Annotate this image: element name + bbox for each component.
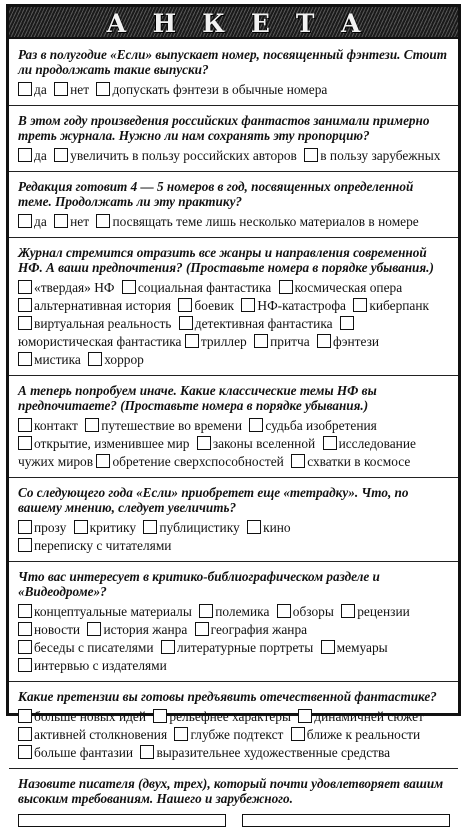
option-label: активней столкновения: [34, 727, 168, 742]
checkbox[interactable]: [18, 709, 32, 723]
option[interactable]: [18, 298, 171, 313]
checkbox[interactable]: [140, 745, 154, 759]
checkbox[interactable]: [323, 436, 337, 450]
checkbox[interactable]: [298, 709, 312, 723]
checkbox[interactable]: [279, 280, 293, 294]
option-label: схватки в космосе: [307, 454, 411, 469]
option-label: ближе к реальности: [306, 727, 421, 742]
option[interactable]: [249, 418, 376, 433]
option-label: динамичней сюжет: [314, 709, 424, 724]
option-label: выразительнее художественные средства: [156, 745, 391, 760]
option-label: триллер: [200, 334, 247, 349]
option[interactable]: [88, 352, 144, 367]
divider: [9, 105, 458, 106]
option-label: киберпанк: [369, 298, 430, 313]
option-label: нет: [70, 82, 90, 97]
option[interactable]: [321, 640, 388, 655]
checkbox[interactable]: [18, 280, 32, 294]
checkbox[interactable]: [161, 640, 175, 654]
option[interactable]: [18, 316, 171, 331]
question-block-6: [18, 485, 450, 555]
option-label: мистика: [34, 352, 81, 367]
checkbox[interactable]: [291, 454, 305, 468]
option-label: беседы с писателями: [34, 640, 154, 655]
question-block-1: [18, 47, 450, 99]
option-label: полемика: [215, 604, 270, 619]
question-block-7: [18, 569, 450, 675]
option-label: больше новых идей: [34, 709, 147, 724]
option[interactable]: [96, 454, 283, 469]
checkbox[interactable]: [199, 604, 213, 618]
option[interactable]: [291, 727, 420, 742]
option-label: нет: [70, 214, 90, 229]
checkbox[interactable]: [18, 418, 32, 432]
question-text: Со следующего года «Если» приобретет еще «тетрадку». Что, по вашему мнению, следует увеличить?: [18, 485, 409, 515]
option-label: законы вселенной: [212, 436, 316, 451]
option[interactable]: [317, 334, 379, 349]
divider: [9, 477, 458, 478]
option-label: судьба изобретения: [265, 418, 377, 433]
option[interactable]: [74, 520, 136, 535]
question-text: Редакция готовит 4 — 5 номеров в год, посвященных определенной теме. Продолжать ли эту практику?: [18, 179, 414, 209]
checkbox[interactable]: [18, 436, 32, 450]
option-label: контакт: [34, 418, 78, 433]
option-label: альтернативная история: [34, 298, 172, 313]
option[interactable]: [18, 658, 167, 673]
checkbox[interactable]: [174, 727, 188, 741]
option[interactable]: [18, 352, 81, 367]
checkbox[interactable]: [18, 622, 32, 636]
option-label: прозу: [34, 520, 67, 535]
checkbox[interactable]: [85, 418, 99, 432]
options: [18, 708, 450, 762]
checkbox[interactable]: [18, 640, 32, 654]
checkbox[interactable]: [18, 82, 32, 96]
option-label: рельефнее характеры: [169, 709, 291, 724]
checkbox[interactable]: [143, 520, 157, 534]
checkbox[interactable]: [96, 82, 110, 96]
option[interactable]: [18, 745, 133, 760]
option-label: космическая опера: [294, 280, 403, 295]
divider: [9, 561, 458, 562]
option[interactable]: [197, 436, 315, 451]
option-label: фэнтези: [333, 334, 380, 349]
option[interactable]: [254, 334, 310, 349]
options: [18, 519, 450, 555]
option[interactable]: [18, 418, 78, 433]
checkbox[interactable]: [122, 280, 136, 294]
checkbox[interactable]: [54, 214, 68, 228]
answer-field-domestic[interactable]: [18, 814, 226, 827]
checkbox[interactable]: [96, 454, 110, 468]
option[interactable]: [199, 604, 269, 619]
checkbox[interactable]: [317, 334, 331, 348]
checkbox[interactable]: [88, 352, 102, 366]
checkbox[interactable]: [74, 520, 88, 534]
options: [18, 417, 450, 471]
question-text: А теперь попробуем иначе. Какие классические темы НФ вы предпочитаете? (Проставьте номера в порядке убывания.): [18, 383, 377, 413]
option[interactable]: [18, 436, 189, 451]
checkbox[interactable]: [304, 148, 318, 162]
options: [18, 279, 450, 369]
option[interactable]: [143, 520, 239, 535]
option[interactable]: [178, 298, 234, 313]
option-label: новости: [34, 622, 81, 637]
option-label: «твердая» НФ: [34, 280, 115, 295]
options: [18, 147, 450, 165]
checkbox[interactable]: [254, 334, 268, 348]
option-label: кино: [263, 520, 291, 535]
checkbox[interactable]: [340, 316, 354, 330]
option[interactable]: [18, 520, 66, 535]
option-label: допускать фэнтези в обычные номера: [112, 82, 328, 97]
option-label: глубже подтекст: [190, 727, 284, 742]
option-label: рецензии: [357, 604, 410, 619]
option-label: география жанра: [210, 622, 308, 637]
question-block-5: [18, 383, 450, 471]
option-label: юмористическая фантастика: [18, 334, 182, 349]
checkbox[interactable]: [18, 520, 32, 534]
checkbox[interactable]: [18, 148, 32, 162]
question-text: В этом году произведения российских фантастов занимали примерно треть журнала. Нужно ли нам сохранять эту пропорцию?: [18, 113, 430, 143]
option[interactable]: [54, 214, 89, 229]
option[interactable]: [18, 640, 154, 655]
checkbox[interactable]: [18, 727, 32, 741]
option[interactable]: [96, 214, 418, 229]
checkbox[interactable]: [54, 148, 68, 162]
question-text: Журнал стремится отразить все жанры и направления современной НФ. А ваши предпочтения? (Проставьте номера в порядке убывания.): [18, 245, 434, 275]
question-text: Раз в полугодие «Если» выпускает номер, посвященный фэнтези. Стоит ли продолжать такие выпуски?: [18, 47, 448, 77]
questionnaire-content: [9, 39, 458, 827]
option-label: посвящать теме лишь несколько материалов в номере: [112, 214, 419, 229]
checkbox[interactable]: [241, 298, 255, 312]
option-label: виртуальная реальность: [34, 316, 172, 331]
checkbox[interactable]: [197, 436, 211, 450]
option[interactable]: [353, 298, 429, 313]
option-label: детективная фантастика: [194, 316, 333, 331]
option[interactable]: [298, 709, 424, 724]
option-label: путешествие во времени: [101, 418, 242, 433]
divider: [9, 375, 458, 376]
checkbox[interactable]: [153, 709, 167, 723]
checkbox[interactable]: [18, 316, 32, 330]
checkbox[interactable]: [18, 538, 32, 552]
option[interactable]: [140, 745, 390, 760]
option[interactable]: [18, 622, 80, 637]
checkbox[interactable]: [291, 727, 305, 741]
option[interactable]: [18, 148, 47, 163]
banner-title: АНКЕТА: [106, 9, 387, 38]
divider: [9, 237, 458, 238]
divider: [9, 681, 458, 682]
checkbox[interactable]: [247, 520, 261, 534]
option-label: да: [34, 82, 47, 97]
option[interactable]: [54, 82, 89, 97]
checkbox[interactable]: [18, 298, 32, 312]
checkbox[interactable]: [178, 298, 192, 312]
option-label: увеличить в пользу российских авторов: [70, 148, 297, 163]
option[interactable]: [18, 538, 171, 553]
question-text: Назовите писателя (двух, трех), который почти удовлетворяет вашим высоким требованиям. Нашего и зарубежного.: [18, 776, 444, 806]
option-label: исследование чужих миров: [18, 436, 416, 469]
option-label: больше фантазии: [34, 745, 134, 760]
option-label: открытие, изменившее мир: [34, 436, 190, 451]
option[interactable]: [179, 316, 333, 331]
question-text: Что вас интересует в критико-библиографическом разделе и «Видеодроме»?: [18, 569, 380, 599]
option-label: боевик: [194, 298, 235, 313]
option[interactable]: [18, 82, 47, 97]
option[interactable]: [341, 604, 410, 619]
checkbox[interactable]: [341, 604, 355, 618]
questionnaire-sheet: [6, 4, 461, 806]
options: [18, 603, 450, 675]
option[interactable]: [277, 604, 334, 619]
answer-fields: [18, 814, 450, 827]
option[interactable]: [87, 622, 187, 637]
question-block-4: [18, 245, 450, 369]
option[interactable]: [18, 709, 146, 724]
option-label: литературные портреты: [176, 640, 314, 655]
option-label: концептуальные материалы: [34, 604, 192, 619]
option[interactable]: [304, 148, 440, 163]
checkbox[interactable]: [54, 82, 68, 96]
option-label: да: [34, 148, 47, 163]
options: [18, 213, 450, 231]
option-label: обретение сверхспособностей: [112, 454, 284, 469]
option[interactable]: [247, 520, 291, 535]
option-label: НФ-катастрофа: [257, 298, 346, 313]
banner: [9, 7, 458, 39]
checkbox[interactable]: [195, 622, 209, 636]
option[interactable]: [85, 418, 242, 433]
option[interactable]: [241, 298, 346, 313]
checkbox[interactable]: [18, 658, 32, 672]
option[interactable]: [161, 640, 313, 655]
checkbox[interactable]: [18, 604, 32, 618]
checkbox[interactable]: [87, 622, 101, 636]
option[interactable]: [174, 727, 283, 742]
checkbox[interactable]: [179, 316, 193, 330]
question-block-3: [18, 179, 450, 231]
option-label: интервью с издателями: [34, 658, 167, 673]
option[interactable]: [185, 334, 247, 349]
option-label: в пользу зарубежных: [320, 148, 441, 163]
option[interactable]: [18, 727, 167, 742]
option[interactable]: [54, 148, 297, 163]
checkbox[interactable]: [96, 214, 110, 228]
option-label: обзоры: [292, 604, 334, 619]
option-label: критику: [89, 520, 137, 535]
option[interactable]: [18, 604, 192, 619]
option-label: да: [34, 214, 47, 229]
option[interactable]: [122, 280, 271, 295]
option[interactable]: [153, 709, 291, 724]
option-label: социальная фантастика: [137, 280, 272, 295]
checkbox[interactable]: [18, 745, 32, 759]
option[interactable]: [279, 280, 403, 295]
checkbox[interactable]: [18, 352, 32, 366]
option[interactable]: [18, 214, 47, 229]
checkbox[interactable]: [185, 334, 199, 348]
option[interactable]: [18, 280, 114, 295]
option-label: переписку с читателями: [34, 538, 172, 553]
question-block-9: [18, 776, 450, 827]
options: [18, 81, 450, 99]
option-label: притча: [270, 334, 310, 349]
option[interactable]: [291, 454, 410, 469]
question-block-2: [18, 113, 450, 165]
option-label: хоррор: [104, 352, 144, 367]
option-label: история жанра: [103, 622, 188, 637]
checkbox[interactable]: [353, 298, 367, 312]
checkbox[interactable]: [321, 640, 335, 654]
option-label: публицистику: [159, 520, 240, 535]
divider: [9, 768, 458, 769]
question-text: Какие претензии вы готовы предъявить отечественной фантастике?: [18, 689, 437, 704]
checkbox[interactable]: [18, 214, 32, 228]
divider: [9, 171, 458, 172]
checkbox[interactable]: [249, 418, 263, 432]
option[interactable]: [96, 82, 327, 97]
checkbox[interactable]: [277, 604, 291, 618]
option-label: мемуары: [336, 640, 388, 655]
question-block-8: [18, 689, 450, 762]
answer-field-foreign[interactable]: [242, 814, 450, 827]
option[interactable]: [195, 622, 307, 637]
